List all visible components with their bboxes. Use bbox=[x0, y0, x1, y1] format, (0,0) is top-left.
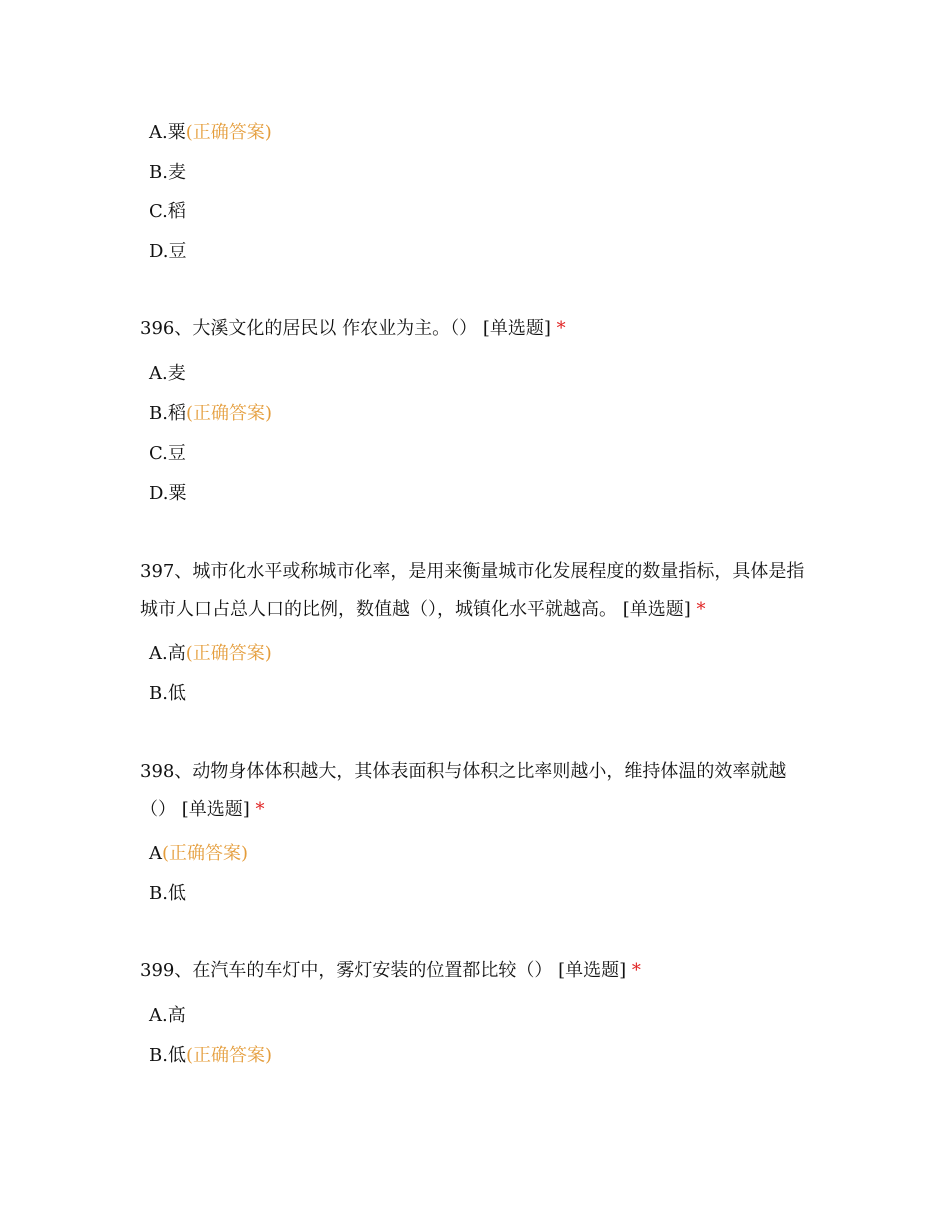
required-mark: * bbox=[631, 960, 641, 981]
option-label: C.稻 bbox=[149, 201, 186, 222]
required-mark: * bbox=[255, 799, 265, 820]
option-label: A bbox=[149, 843, 162, 864]
option-label: B.稻 bbox=[149, 403, 186, 424]
question-text: 397、城市化水平或称城市化率，是用来衡量城市化发展程度的数量指标，具体是指城市人口占总人口的比例，数值越（），城镇化水平就越高。 bbox=[140, 561, 805, 620]
option-399-a bbox=[149, 1004, 186, 1028]
option-396-c bbox=[149, 442, 186, 466]
option-397-b bbox=[149, 682, 186, 706]
question-text: 396、大溪文化的居民以 作农业为主。（） bbox=[140, 318, 478, 339]
option-label: B.麦 bbox=[149, 162, 186, 183]
option-396-a bbox=[149, 362, 186, 386]
option-label: A.麦 bbox=[149, 363, 186, 384]
option-label: B.低 bbox=[149, 883, 186, 904]
correct-answer-mark: (正确答案) bbox=[185, 122, 272, 143]
question-text: 399、在汽车的车灯中，雾灯安装的位置都比较（） bbox=[140, 960, 553, 981]
required-mark: * bbox=[696, 599, 706, 620]
option-label: B.低 bbox=[149, 683, 186, 704]
option-prev-d bbox=[149, 240, 187, 264]
question-text: 398、动物身体体积越大，其体表面积与体积之比率则越小，维持体温的效率就越（） bbox=[140, 761, 787, 820]
question-type: [单选题] bbox=[622, 599, 691, 620]
question-type: [单选题] bbox=[482, 318, 551, 339]
option-label: A.高 bbox=[149, 643, 186, 664]
option-396-d bbox=[149, 482, 187, 506]
option-label: D.粟 bbox=[149, 483, 187, 504]
option-label: C.豆 bbox=[149, 443, 186, 464]
question-type: [单选题] bbox=[558, 960, 627, 981]
option-398-b bbox=[149, 882, 186, 906]
question-399 bbox=[140, 952, 810, 990]
option-399-b bbox=[149, 1044, 272, 1068]
question-398 bbox=[140, 753, 810, 829]
option-398-a bbox=[149, 842, 248, 866]
option-prev-a bbox=[149, 121, 272, 145]
question-396 bbox=[140, 310, 810, 348]
correct-answer-mark: (正确答案) bbox=[185, 643, 272, 664]
question-type: [单选题] bbox=[181, 799, 250, 820]
correct-answer-mark: (正确答案) bbox=[185, 1045, 272, 1066]
option-397-a bbox=[149, 642, 272, 666]
option-label: A.粟 bbox=[149, 122, 186, 143]
question-397 bbox=[140, 553, 810, 629]
option-396-b bbox=[149, 402, 272, 426]
correct-answer-mark: (正确答案) bbox=[185, 403, 272, 424]
option-prev-b bbox=[149, 161, 186, 185]
required-mark: * bbox=[556, 318, 566, 339]
correct-answer-mark: (正确答案) bbox=[162, 843, 249, 864]
option-label: B.低 bbox=[149, 1045, 186, 1066]
option-label: A.高 bbox=[149, 1005, 186, 1026]
option-prev-c bbox=[149, 200, 186, 224]
option-label: D.豆 bbox=[149, 241, 187, 262]
